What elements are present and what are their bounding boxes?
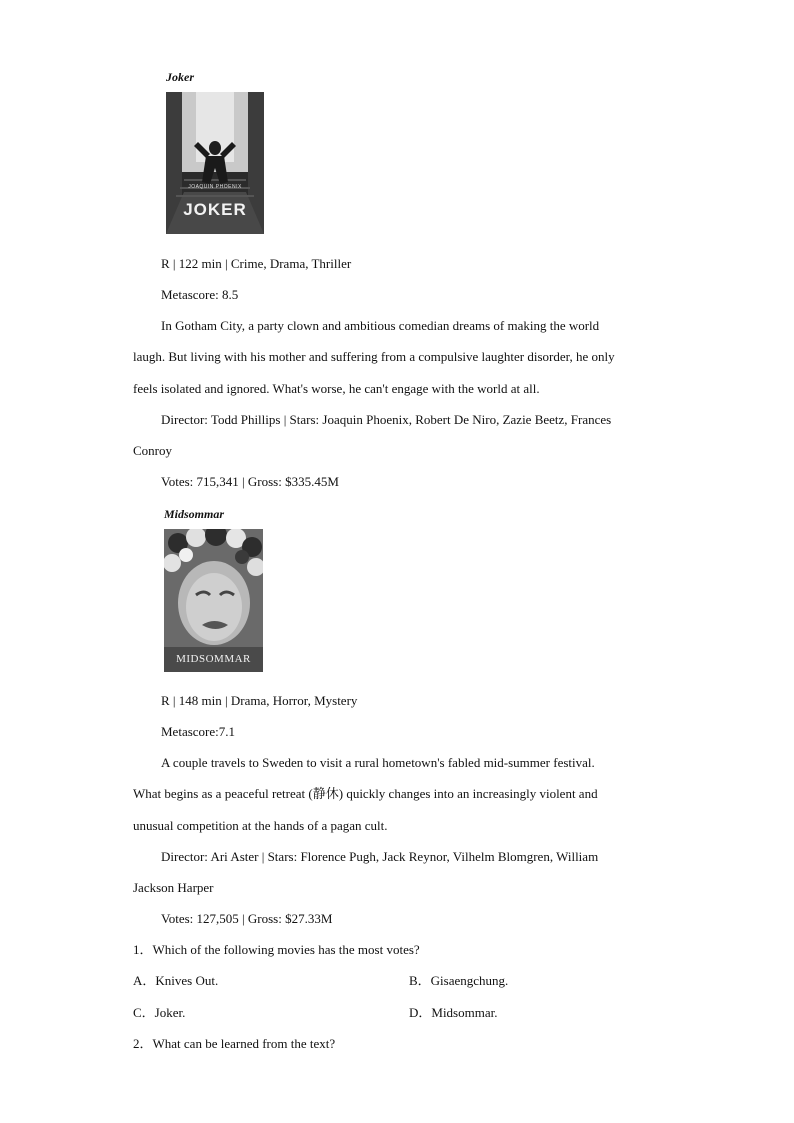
description-line: laugh. But living with his mother and suffering from a compulsive laughter disorder, he only [133, 349, 615, 364]
option-a[interactable]: A．Knives Out. [133, 973, 219, 988]
option-d[interactable]: D．Midsommar. [409, 1005, 498, 1020]
metascore-joker: Metascore: 8.5 [161, 287, 239, 302]
director-line: Jackson Harper [133, 880, 214, 895]
joker-poster-image [166, 92, 264, 234]
director-line: Director: Ari Aster | Stars: Florence Pugh, Jack Reynor, Vilhelm Blomgren, William [161, 849, 599, 864]
question-2: 2．What can be learned from the text? [133, 1036, 336, 1051]
option-b[interactable]: B．Gisaengchung. [409, 973, 509, 988]
description-line: unusual competition at the hands of a pagan cult. [133, 818, 388, 833]
director-line: Director: Todd Phillips | Stars: Joaquin Phoenix, Robert De Niro, Zazie Beetz, Frances [161, 412, 612, 427]
movie-title-midsommar: Midsommar [164, 507, 225, 521]
votes-joker: Votes: 715,341 | Gross: $335.45M [161, 474, 339, 489]
question-1: 1．Which of the following movies has the most votes? [133, 942, 420, 957]
description-line: What begins as a peaceful retreat (静休) quickly changes into an increasingly violent and [133, 786, 598, 801]
movie-title-joker: Joker [166, 70, 194, 84]
director-line: Conroy [133, 443, 172, 458]
description-line: In Gotham City, a party clown and ambitious comedian dreams of making the world [161, 318, 600, 333]
midsommar-poster-image [164, 529, 263, 672]
movie-info-midsommar: R | 148 min | Drama, Horror, Mystery [161, 693, 358, 708]
midsommar-poster-art [164, 529, 263, 672]
option-c[interactable]: C．Joker. [133, 1005, 186, 1020]
joker-poster-logo: JOKER [183, 200, 247, 219]
midsommar-poster-logo: MIDSOMMAR [176, 653, 251, 665]
metascore-midsommar: Metascore:7.1 [161, 724, 236, 739]
joker-poster-caption: JOAQUIN PHOENIX [188, 184, 242, 190]
movie-info-joker: R | 122 min | Crime, Drama, Thriller [161, 256, 352, 271]
votes-midsommar: Votes: 127,505 | Gross: $27.33M [161, 911, 333, 926]
description-line: A couple travels to Sweden to visit a rural hometown's fabled mid-summer festival. [161, 755, 595, 770]
description-line: feels isolated and ignored. What's worse, he can't engage with the world at all. [133, 381, 540, 396]
